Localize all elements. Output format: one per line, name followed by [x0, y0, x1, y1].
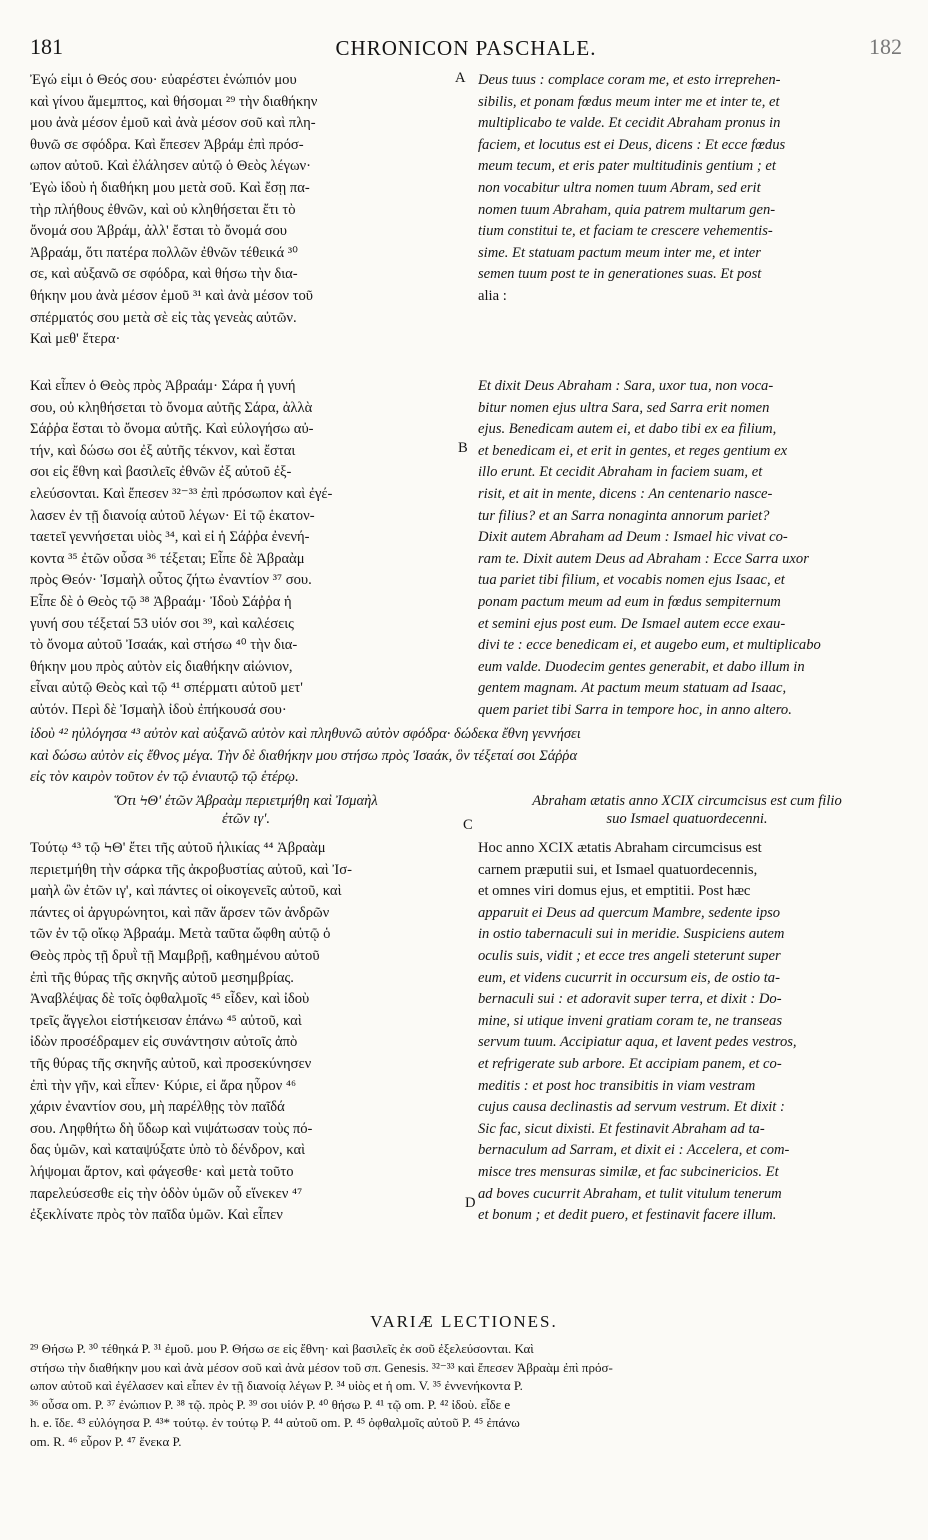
text-line: Τούτῳ ⁴³ τῷ ϞΘ' ἔτει τῆς αὐτοῦ ἡλικίας ⁴⁴ Ἀβραὰμ — [30, 840, 326, 856]
text-line: alia : — [478, 287, 507, 304]
text-line: et semini ejus post eum. De Ismael autem ecce exau- — [478, 615, 786, 632]
text-line: τὴρ πλήθους ἐθνῶν, καὶ οὐ κληθήσεται ἔτι τὸ — [30, 201, 296, 218]
text-line: Ἀβραάμ, ὅτι πατέρα πολλῶν ἐθνῶν τέθεικά ³⁰ — [30, 244, 299, 261]
text-line: Εἶπε δὲ ὁ Θεὸς τῷ ³⁸ Ἀβραάμ· Ἰδοὺ Σάῤῥα ἡ — [30, 593, 292, 610]
text-line: θήκην μου πρὸς αὐτὸν εἰς διαθήκην αἰώνιον, — [30, 658, 293, 675]
text-line: sibilis, et ponam fœdus meum inter me et inter te, et — [478, 93, 780, 110]
text-line: bernaculi sui : et adoravit super terra, et dixit : Do- — [478, 991, 782, 1008]
text-line: misce tres mensuras similæ, et fac subcinericios. Et — [478, 1163, 779, 1180]
text-line: gentem magnam. At pactum meum statuam ad Isaac, — [478, 680, 787, 697]
text-line: et refrigerate sub arbore. Et accipiam panem, et co- — [478, 1055, 782, 1072]
margin-marker-b: B — [458, 440, 468, 456]
greek-section-2 — [30, 376, 462, 722]
page-number-left: 181 — [30, 34, 63, 59]
latin-section-3 — [478, 838, 896, 1227]
text-line: eum valde. Duodecim gentes generabit, et dabo illum in — [478, 658, 805, 675]
footnote-line: ωπον αὐτοῦ καὶ ἐγέλασεν καὶ εἶπεν ἐν τῇ διανοίᾳ λέγων P. ³⁴ υἱὸς et ἡ om. V. ³⁵ ἐννενήκοντα P. — [30, 1378, 523, 1394]
text-line: μου ἀνὰ μέσον ἐμοῦ καὶ ἀνὰ μέσον σοῦ καὶ πλη- — [30, 115, 316, 132]
text-line: divi te : ecce benedicam ei, et augebo eum, et multiplicabo — [478, 637, 821, 654]
greek-full-width — [30, 724, 896, 789]
text-line: meum tecum, et eris pater multitudinis gentium ; et — [478, 158, 776, 175]
text-line: παρελεύσεσθε εἰς τὴν ὁδὸν ὑμῶν οὗ εἵνεκεν ⁴⁷ — [30, 1185, 303, 1202]
footnote-line: ²⁹ Θήσω P. ³⁰ τέθηκά P. ³¹ ἐμοῦ. μου P. Θήσω σε εἰς ἔθνη· καὶ βασιλεῖς ἐκ σοῦ ἐξελεύσονται. Καὶ — [30, 1341, 534, 1356]
latin-section-2 — [478, 376, 896, 722]
greek-section-3 — [30, 838, 462, 1227]
text-line: nomen tuum Abraham, quia patrem multarum gen- — [478, 201, 776, 218]
text-line: Abraham ætatis anno XCIX circumcisus est cum filio — [532, 793, 842, 809]
text-line: semen tuum post te in generationes suas. Et post — [478, 266, 762, 283]
text-line: θήκην μου ἀνὰ μέσον ἐμοῦ ³¹ καὶ ἀνὰ μέσον τοῦ — [30, 287, 314, 304]
text-line: ἐπὶ τῆς θύρας τῆς σκηνῆς αὐτοῦ μεσημβρίας. — [30, 969, 294, 986]
page-number-right: 182 — [869, 34, 902, 59]
text-line: Σάῤῥα ἔσται τὸ ὄνομα αὐτῆς. Καὶ εὐλογήσω αὐ- — [30, 421, 314, 438]
footnote-line: στήσω τὴν διαθήκην μου καὶ ἀνὰ μέσον σοῦ καὶ ἀνὰ μέσον τοῦ σπ. Genesis. ³²⁻³³ καὶ ἔπεσεν Ἀβραὰμ ἐπὶ πρόσ- — [30, 1359, 613, 1375]
text-line: Deus tuus : complace coram me, et esto irreprehen- — [478, 72, 781, 88]
text-line: cujus causa declinastis ad servum vestrum. Et dixit : — [478, 1099, 785, 1116]
text-line: et omnes viri domus ejus, et emptitii. Post hæc — [478, 883, 751, 900]
text-line: Θεὸς πρὸς τῇ δρυῒ τῇ Μαμβρῇ, καθημένου αὐτοῦ — [30, 947, 320, 964]
text-line: Ὅτι ϞΘ' ἐτῶν Ἀβραὰμ περιετμήθη καὶ Ἰσμαὴλ — [114, 793, 378, 809]
text-line: ἐτῶν ιγ'. — [222, 811, 270, 827]
text-line: μαὴλ ὢν ἐτῶν ιγ', καὶ πάντες οἱ οἰκογενεῖς αὐτοῦ, καὶ — [30, 883, 342, 900]
text-line: κοντα ³⁵ ἐτῶν οὖσα ³⁶ τέξεται; Εἶπε δὲ Ἀβραὰμ — [30, 550, 305, 567]
text-line: oculis suis, vidit ; et ecce tres angeli steterunt super — [478, 947, 781, 964]
text-line: σοι εἰς ἔθνη καὶ βασιλεῖς ἐθνῶν ἐξ αὐτοῦ ἐξ- — [30, 464, 292, 481]
text-line: περιετμήθη τὴν σάρκα τῆς ἀκροβυστίας αὐτοῦ, καὶ Ἰσ- — [30, 861, 352, 878]
text-line: in ostio tabernaculi sui in meridie. Suspiciens autem — [478, 926, 785, 943]
text-line: et benedicam ei, et erit in gentes, et reges gentium ex — [478, 442, 788, 459]
text-line: tium constitui te, et faciam te crescere vehementis- — [478, 223, 773, 240]
text-line: τῶν ἐν τῷ οἴκῳ Ἀβραάμ. Μετὰ ταῦτα ὤφθη αὐτῷ ὁ — [30, 926, 331, 943]
greek-section-1 — [30, 70, 462, 351]
footnote-line: om. R. ⁴⁶ εὗρον P. ⁴⁷ ἕνεκα P. — [30, 1433, 182, 1449]
text-line: ὄνομά σου Ἀβράμ, ἀλλ' ἔσται τὸ ὄνομά σου — [30, 223, 288, 240]
variae-lectiones — [30, 1340, 896, 1452]
text-line: λήψομαι ἄρτον, καὶ φάγεσθε· καὶ μετὰ τοῦτο — [30, 1163, 294, 1180]
text-line: Καὶ εἶπεν ὁ Θεὸς πρὸς Ἀβραάμ· Σάρα ἡ γυνή — [30, 378, 296, 394]
text-line: θυνῶ σε σφόδρα. Καὶ ἔπεσεν Ἀβράμ ἐπὶ πρόσ- — [30, 136, 304, 153]
text-line: ταετεῖ γεννήσεται υἱὸς ³⁴, καὶ εἰ ἡ Σάῤῥα ἐνενή- — [30, 529, 310, 546]
text-line: πάντες οἱ ἀργυρώνητοι, καὶ πᾶν ἄρσεν τῶν ἀνδρῶν — [30, 904, 330, 921]
text-line: ἐξεκλίνατε πρὸς τὸν παῖδα ὑμῶν. Καὶ εἶπεν — [30, 1207, 283, 1224]
footnote-line: h. e. ἴδε. ⁴³ εὐλόγησα P. ⁴³* τούτῳ. ἐν τούτῳ P. ⁴⁴ αὐτοῦ om. P. ⁴⁵ ὀφθαλμοῖς αὐτοῦ P. ⁴⁵ ἐπάνω — [30, 1415, 520, 1431]
latin-heading — [478, 792, 896, 828]
text-line: tur filius? et an Sarra nonaginta annorum pariet? — [478, 507, 770, 524]
latin-section-1 — [478, 70, 896, 308]
text-line: Ἐγώ εἰμι ὁ Θεός σου· εὐαρέστει ἐνώπιόν μου — [30, 72, 297, 88]
text-line: ejus. Benedicam autem ei, et dabo tibi ex ea filium, — [478, 421, 777, 438]
text-line: σε, καὶ αὐξανῶ σε σφόδρα, καὶ θήσω τὴν δια- — [30, 266, 298, 283]
text-line: tua pariet tibi filium, et vocabis nomen ejus Isaac, et — [478, 572, 785, 589]
running-header — [30, 34, 902, 64]
text-line: quem pariet tibi Sarra in tempore hoc, in anno altero. — [478, 701, 792, 718]
text-line: ad boves cucurrit Abraham, et tulit vitulum tenerum — [478, 1185, 782, 1202]
text-line: δας ὑμῶν, καὶ καταψύξατε ὑπὸ τὸ δένδρον, καὶ — [30, 1142, 306, 1159]
margin-marker-d: D — [465, 1195, 476, 1211]
greek-heading — [30, 792, 462, 828]
text-line: τῆς θύρας τῆς σκηνῆς αὐτοῦ, καὶ προσεκύνησεν — [30, 1055, 312, 1072]
text-line: Καὶ μεθ' ἕτερα· — [30, 331, 121, 348]
text-line: τήν, καὶ δώσω σοι ἐξ αὐτῆς τέκνον, καὶ ἔσται — [30, 442, 296, 459]
text-line: αὐτόν. Περὶ δὲ Ἰσμαὴλ ἰδοὺ ἐπήκουσά σου· — [30, 701, 287, 718]
text-line: ἐπὶ τὴν γῆν, καὶ εἶπεν· Κύριε, εἰ ἄρα ηὗρον ⁴⁶ — [30, 1077, 297, 1094]
footnote-line: ³⁶ οὖσα om. P. ³⁷ ἐνώπιον P. ³⁸ τῷ. πρὸς P. ³⁹ σοι υἱόν P. ⁴⁰ θήσω P. ⁴¹ τῷ om. P. ⁴² ἰδοὺ. εἶδε e — [30, 1396, 511, 1412]
text-line: καὶ γίνου ἄμεμπτος, καὶ θήσομαι ²⁹ τὴν διαθήκην — [30, 93, 318, 110]
text-line: carnem præputii sui, et Ismael quatuordecennis, — [478, 861, 758, 878]
text-line: Et dixit Deus Abraham : Sara, uxor tua, non voca- — [478, 378, 774, 394]
text-line: meditis : et post hoc transibitis in viam vestram — [478, 1077, 756, 1094]
text-line: multiplicabo te valde. Et cecidit Abraham pronus in — [478, 115, 781, 132]
text-line: ἰδοὺ ⁴² ηὐλόγησα ⁴³ αὐτὸν καὶ αὐξανῶ αὐτὸν καὶ πληθυνῶ αὐτὸν σφόδρα· δώδεκα ἔθνη γεννήσει — [30, 726, 581, 742]
text-line: servum tuum. Accipiatur aqua, et lavent pedes vestros, — [478, 1034, 797, 1051]
text-line: ram te. Dixit autem Deus ad Abraham : Ecce Sarra uxor — [478, 550, 809, 567]
text-line: εἰς τὸν καιρὸν τοῦτον ἐν τῷ ἐνιαυτῷ τῷ ἑτέρῳ. — [30, 769, 299, 786]
text-line: τρεῖς ἄγγελοι εἱστήκεισαν ἐπάνω ⁴⁵ αὐτοῦ, καὶ — [30, 1012, 302, 1029]
text-line: Sic fac, sicut dixisti. Et festinavit Abraham ad ta- — [478, 1120, 765, 1137]
text-line: risit, et ait in mente, dicens : An centenario nasce- — [478, 485, 773, 502]
text-line: ἰδὼν προσέδραμεν εἰς συνάντησιν αὐτοῖς ἀπὸ — [30, 1034, 298, 1051]
text-line: Ἐγὼ ἰδοὺ ἡ διαθήκη μου μετὰ σοῦ. Καὶ ἔσῃ πα- — [30, 179, 310, 196]
text-line: πρὸς Θεόν· Ἰσμαὴλ οὗτος ζήτω ἐναντίον ³⁷ σου. — [30, 572, 312, 589]
margin-marker-a: A — [455, 70, 466, 86]
variae-lectiones-title: VARIÆ LECTIONES. — [370, 1312, 558, 1331]
text-line: mine, si utique inveni gratiam coram te, ne transeas — [478, 1012, 782, 1029]
text-line: non vocabitur ultra nomen tuum Abram, sed erit — [478, 179, 761, 196]
text-line: Dixit autem Abraham ad Deum : Ismael hic vivat co- — [478, 529, 788, 546]
text-line: suo Ismael quatuordecenni. — [606, 811, 768, 827]
text-line: et bonum ; et dedit puero, et festinavit facere illum. — [478, 1207, 777, 1224]
text-line: σου, οὐ κληθήσεται τὸ ὄνομα αὐτῆς Σάρα, ἀλλὰ — [30, 399, 313, 416]
text-line: illo erunt. Et cecidit Abraham in faciem suam, et — [478, 464, 763, 481]
text-line: bitur nomen ejus ultra Sara, sed Sarra erit nomen — [478, 399, 770, 416]
text-line: λασεν ἐν τῇ διανοίᾳ αὐτοῦ λέγων· Εἰ τῷ ἑκατον- — [30, 507, 315, 524]
text-line: τὸ ὄνομα αὐτοῦ Ἰσαάκ, καὶ στήσω ⁴⁰ τὴν δια- — [30, 637, 298, 654]
margin-marker-c: C — [463, 817, 473, 833]
text-line: ελεύσονται. Καὶ ἔπεσεν ³²⁻³³ ἐπὶ πρόσωπον καὶ ἐγέ- — [30, 485, 333, 502]
text-line: ωπον αὐτοῦ. Καὶ ἐλάλησεν αὐτῷ ὁ Θεὸς λέγων· — [30, 158, 312, 175]
text-line: faciem, et locutus est ei Deus, dicens : Et ecce fœdus — [478, 136, 786, 153]
text-line: σου. Ληφθήτω δὴ ὕδωρ καὶ νιψάτωσαν τοὺς πό- — [30, 1120, 313, 1137]
text-line: Ἀναβλέψας δὲ τοῖς ὀφθαλμοῖς ⁴⁵ εἶδεν, καὶ ἰδοὺ — [30, 991, 310, 1008]
text-line: σπέρματός σου μετὰ σὲ εἰς τὰς γενεὰς αὐτῶν. — [30, 309, 297, 326]
text-line: apparuit ei Deus ad quercum Mambre, sedente ipso — [478, 904, 781, 921]
text-line: ponam pactum meum ad eum in fœdus sempiternum — [478, 593, 781, 610]
text-line: sime. Et statuam pactum meum inter me, et inter — [478, 244, 761, 261]
text-line: γυνή σου τέξεταί 53 υἱόν σοι ³⁹, καὶ καλέσεις — [30, 615, 294, 632]
text-line: Hoc anno XCIX ætatis Abraham circumcisus est — [478, 840, 762, 856]
text-line: χάριν ἐναντίον σου, μὴ παρέλθῃς τὸν παῖδά — [30, 1099, 285, 1116]
text-line: εἶναι αὐτῷ Θεὸς καὶ τῷ ⁴¹ σπέρματι αὐτοῦ μετ' — [30, 680, 303, 697]
text-line: bernaculum ad Sarram, et dixit ei : Accelera, et com- — [478, 1142, 790, 1159]
text-line: καὶ δώσω αὐτὸν εἰς ἔθνος μέγα. Τὴν δὲ διαθήκην μου στήσω πρὸς Ἰσαάκ, ὃν τέξεταί σοι Σάῤῥα — [30, 747, 578, 764]
running-title: CHRONICON PASCHALE. — [335, 36, 597, 60]
text-line: eum, et videns cucurrit in occursum eis, de ostio ta- — [478, 969, 780, 986]
